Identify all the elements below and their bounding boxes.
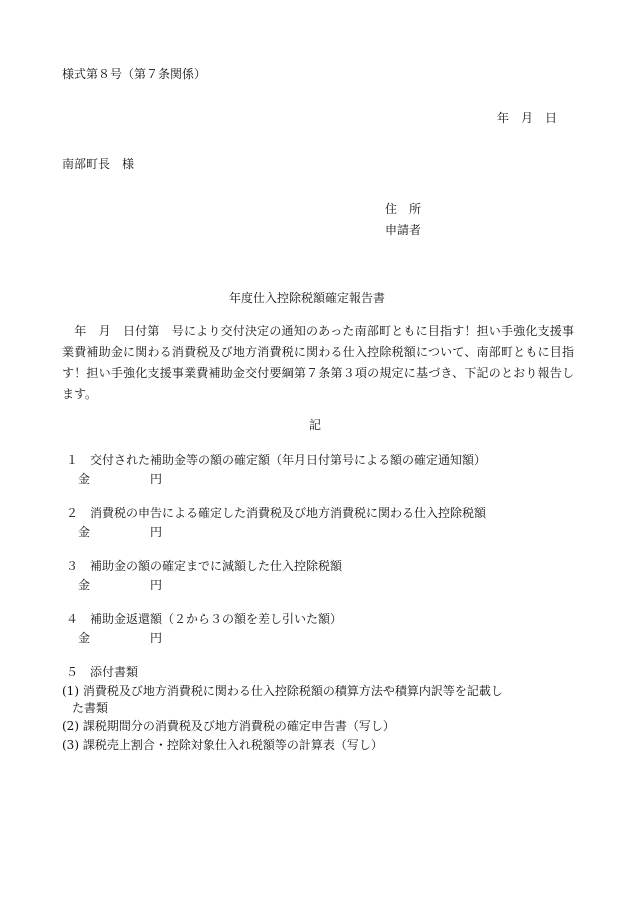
ki-heading: 記 xyxy=(309,418,322,432)
attachment-line: (1) 消費税及び地方消費税に関わる仕入控除税額の積算方法や積算内訳等を記載し xyxy=(62,684,503,698)
item-amount: 金 円 xyxy=(78,472,163,486)
item-heading: ４ 補助金返還額（２から３の額を差し引いた額） xyxy=(66,612,343,626)
item-amount: 金 円 xyxy=(78,525,163,539)
item-heading: ２ 消費税の申告による確定した消費税及び地方消費税に関わる仕入控除税額 xyxy=(66,506,487,520)
item-amount: 金 円 xyxy=(78,578,163,592)
address-label: 住 所 xyxy=(385,202,422,216)
applicant-label: 申請者 xyxy=(385,223,422,237)
attachment-item-2: (2) 課税期間分の消費税及び地方消費税の確定申告書（写し） xyxy=(62,719,395,733)
item-amount: 金 円 xyxy=(78,631,163,645)
form-number: 様式第８号（第７条関係） xyxy=(62,67,207,81)
item-heading: １ 交付された補助金等の額の確定額（年月日付第号による額の確定通知額） xyxy=(66,453,487,467)
addressee: 南部町長 様 xyxy=(62,157,135,171)
attachments-heading: ５ 添付書類 xyxy=(66,665,139,679)
date-line: 年 月 日 xyxy=(497,111,558,125)
body-paragraph: 年 月 日付第 号により交付決定の通知のあった南部町ともに目指す！担い手強化支援事業費補助金に関わる消費税及び地方消費税に関わる仕入控除税額について、南部町ともに目指す！担い手強化支援事業費補助金交付要綱第７条第３項の規定に基づき、下記のとおり報告します。 xyxy=(62,324,574,401)
attachment-line-continued: た書類 xyxy=(72,701,109,715)
attachment-item-3: (3) 課税売上割合・控除対象仕入れ税額等の計算表（写し） xyxy=(62,738,383,752)
item-heading: ３ 補助金の額の確定までに減額した仕入控除税額 xyxy=(66,559,343,573)
document-title: 年度仕入控除税額確定報告書 xyxy=(229,291,386,305)
